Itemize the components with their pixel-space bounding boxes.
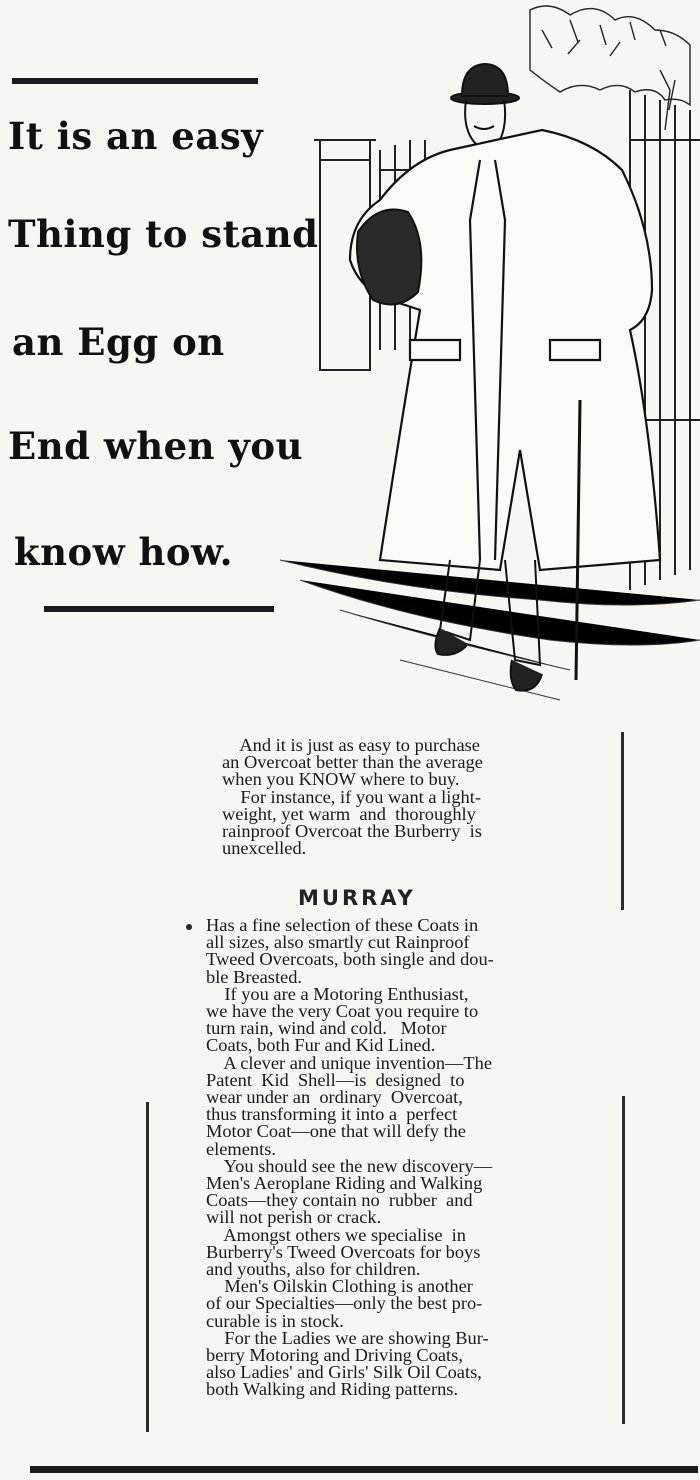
body-line: Burberry's Tweed Overcoats for boys [206, 1241, 481, 1262]
intro-line: And it is just as easy to purchase [222, 735, 480, 755]
intro-line: when you KNOW where to buy. [222, 769, 460, 790]
bottom-rule [30, 1466, 698, 1473]
body-line: and youths, also for children. [206, 1259, 421, 1280]
body-line: berry Motoring and Driving Coats, [206, 1345, 463, 1366]
intro-line: an Overcoat better than the average [222, 752, 483, 773]
body-line: Has a fine selection of these Coats in [206, 915, 479, 935]
column-rule-left [146, 1102, 149, 1432]
body-line: wear under an ordinary Overcoat, [206, 1087, 463, 1108]
body-line: You should see the new discovery— [206, 1155, 493, 1176]
headline-line-2: Thing to stand [8, 212, 319, 256]
body-line: Tweed Overcoats, both single and dou- [206, 949, 494, 970]
body-line: curable is in stock. [206, 1310, 344, 1331]
gentleman-overcoat-illustration [280, 0, 700, 720]
body-line: both Walking and Riding patterns. [206, 1379, 459, 1400]
body-line: Coats—they contain no rubber and [206, 1190, 473, 1211]
body-line: ble Breasted. [206, 966, 303, 987]
headline-line-4: End when you [8, 424, 304, 468]
body-line: turn rain, wind and cold. Motor [206, 1018, 447, 1039]
body-line: Patent Kid Shell—is designed to [206, 1069, 465, 1090]
bullet-mark [186, 924, 192, 930]
body-line: Amongst others we specialise in [206, 1224, 466, 1245]
body-paragraph [206, 917, 494, 1399]
intro-line: rainproof Overcoat the Burberry is [222, 821, 482, 842]
column-rule-right-upper [621, 732, 624, 910]
intro-paragraph [222, 737, 483, 857]
column-rule-right-lower [622, 1096, 625, 1424]
body-line: Coats, both Fur and Kid Lined. [206, 1035, 436, 1056]
body-line: elements. [206, 1138, 276, 1159]
headline-line-3: an Egg on [12, 320, 225, 364]
brand-name: MURRAY [298, 886, 416, 910]
body-line: Men's Oilskin Clothing is another [206, 1276, 473, 1297]
body-line: we have the very Coat you require to [206, 1001, 479, 1022]
top-rule [12, 78, 258, 84]
body-line: of our Specialties—only the best pro- [206, 1293, 483, 1314]
body-line: A clever and unique invention—The [206, 1052, 493, 1073]
body-line: all sizes, also smartly cut Rainproof [206, 932, 470, 953]
body-line: If you are a Motoring Enthusiast, [206, 983, 469, 1004]
body-line: thus transforming it into a perfect [206, 1104, 458, 1125]
body-line: Motor Coat—one that will defy the [206, 1121, 466, 1142]
headline-line-5: know how. [14, 530, 234, 574]
intro-line: weight, yet warm and thoroughly [222, 803, 476, 824]
mid-rule [44, 606, 274, 612]
headline-line-1: It is an easy [8, 114, 264, 158]
body-line: will not perish or crack. [206, 1207, 382, 1228]
body-line: For the Ladies we are showing Bur- [206, 1327, 489, 1348]
intro-line: For instance, if you want a light- [222, 786, 481, 807]
intro-line: unexcelled. [222, 838, 307, 859]
body-line: also Ladies' and Girls' Silk Oil Coats, [206, 1362, 482, 1383]
body-line: Men's Aeroplane Riding and Walking [206, 1173, 483, 1194]
